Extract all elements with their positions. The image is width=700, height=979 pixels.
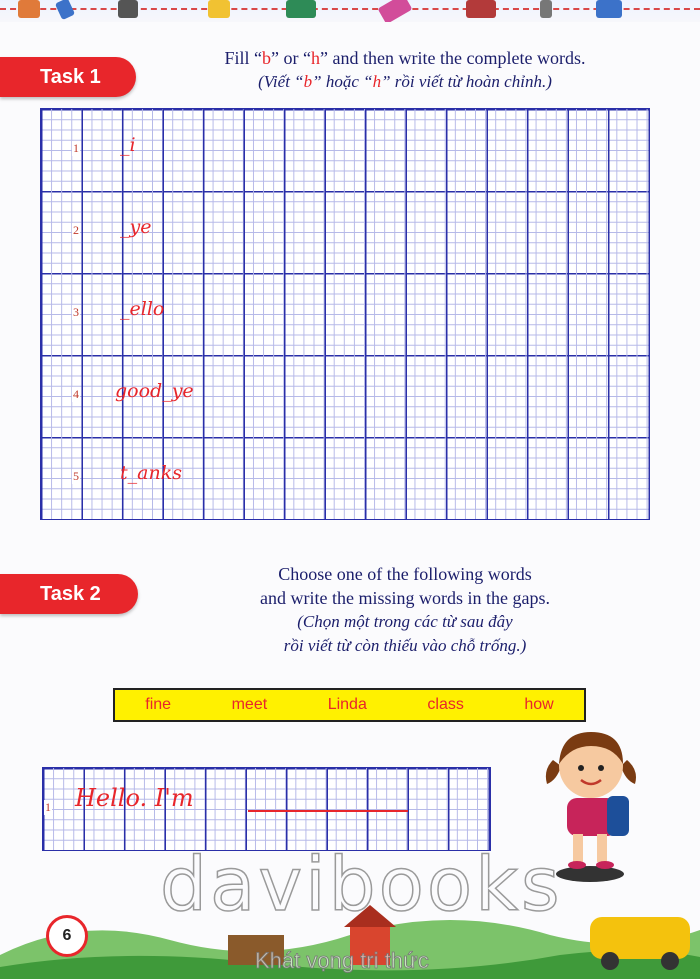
row-number: 2 (73, 223, 79, 237)
answer-blank-line[interactable] (248, 810, 408, 812)
task2-instruction (180, 562, 630, 658)
instr-en-part: ” and then write the complete words. (320, 48, 586, 68)
page-number: 6 (46, 915, 88, 957)
exercise-word: _ye (120, 216, 152, 238)
task1-instruction-vi (180, 70, 630, 94)
exercise-sentence: Hello. I'm (75, 784, 194, 812)
pencil-icon (55, 0, 75, 20)
row-number: 1 (73, 141, 79, 155)
pencil-case-icon (18, 0, 40, 18)
instr-vi-letter-h: h (372, 72, 382, 91)
word-bank-item: meet (231, 696, 268, 713)
word-bank-item: class (427, 696, 464, 713)
task2-instruction-en-line: and write the missing words in the gaps. (260, 588, 550, 608)
row-number: 4 (73, 387, 79, 401)
decorative-dashed-line (0, 8, 700, 10)
watermark-text: davibooks (160, 842, 563, 928)
exercise-word: good_ye (115, 380, 194, 402)
camera-icon (118, 0, 138, 18)
task1-label: Task 1 (0, 57, 136, 97)
row-number: 5 (73, 469, 79, 483)
eraser-icon (466, 0, 496, 18)
instr-vi-part: ” rồi viết từ hoàn chỉnh.) (381, 72, 552, 91)
word-bank-item: Linda (327, 696, 367, 713)
top-decoration-strip (0, 0, 700, 22)
crayon-icon (378, 0, 413, 22)
instr-vi-part: (Viết “ (258, 72, 304, 91)
exercise-word: _ello (120, 298, 165, 320)
instr-en-letter-b: b (262, 48, 272, 68)
instr-vi-letter-b: b (303, 72, 313, 91)
task2-label: Task 2 (0, 574, 138, 614)
task1-instruction-en (180, 46, 630, 70)
book-icon (286, 0, 316, 18)
watermark-subtext: Khát vọng tri thức (255, 948, 429, 973)
word-bank-item: how (524, 696, 554, 713)
scissors-icon (540, 0, 552, 18)
word-bank (113, 688, 586, 722)
task1-instruction (180, 46, 630, 94)
exercise-word: _i (120, 134, 136, 156)
task2-instruction-vi-line: (Chọn một trong các từ sau đây (297, 612, 513, 631)
task2-instruction-en-line: Choose one of the following words (278, 564, 532, 584)
word-bank-item: fine (145, 696, 172, 713)
row-number: 3 (73, 305, 79, 319)
row-number: 1 (45, 800, 51, 814)
ruler-icon (208, 0, 230, 18)
instr-en-letter-h: h (311, 48, 321, 68)
instr-en-part: ” or “ (271, 48, 312, 68)
notebook-icon (596, 0, 622, 18)
instr-vi-part: ” hoặc “ (312, 72, 373, 91)
task2-instruction-vi-line: rồi viết từ còn thiếu vào chỗ trống.) (283, 636, 527, 655)
instr-en-part: Fill “ (224, 48, 263, 68)
exercise-word: t_anks (120, 462, 182, 484)
